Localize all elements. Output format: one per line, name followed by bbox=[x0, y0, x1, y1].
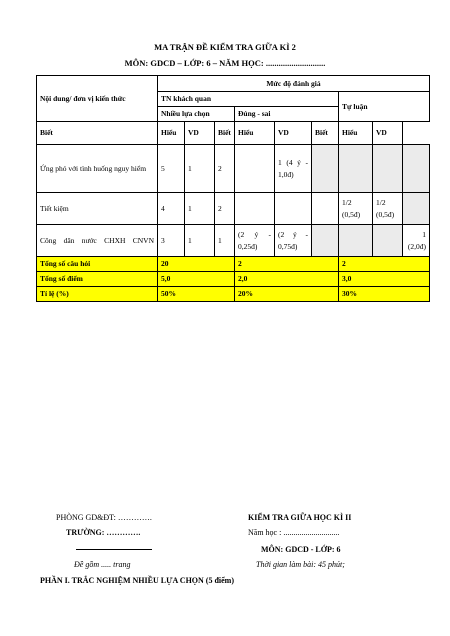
cell bbox=[235, 145, 275, 193]
cell bbox=[312, 225, 339, 257]
cell: 3 bbox=[158, 225, 185, 257]
part1-heading: PHẦN I. TRẮC NGHIỆM NHIỀU LỰA CHỌN (5 điểm) bbox=[40, 576, 235, 585]
level-hieu: Hiểu bbox=[339, 122, 373, 145]
header-true-false: Đúng - sai bbox=[235, 107, 339, 122]
total-value: 20 bbox=[158, 257, 235, 272]
level-hieu: Hiểu bbox=[158, 122, 185, 145]
header-tn: TN khách quan bbox=[158, 92, 339, 107]
table-row bbox=[37, 287, 430, 302]
total-value: 30% bbox=[339, 287, 430, 302]
dept-label: PHÒNG GD&ĐT: …………. bbox=[56, 513, 152, 522]
cell: 1/2 (0,5đ) bbox=[339, 193, 373, 225]
table-row bbox=[37, 272, 430, 287]
cell: (2 ý - 0,25đ) bbox=[235, 225, 275, 257]
subject-label: MÔN: GDCD - LỚP: 6 bbox=[261, 545, 341, 554]
cell: 1 (2,0đ) bbox=[403, 225, 430, 257]
total-value: 2 bbox=[339, 257, 430, 272]
cell: 1 bbox=[185, 145, 215, 193]
cell: 4 bbox=[158, 193, 185, 225]
cell: 1 bbox=[185, 225, 215, 257]
page-count: Đề gồm ..... trang bbox=[74, 560, 131, 569]
divider bbox=[76, 549, 152, 550]
cell bbox=[339, 225, 373, 257]
exam-title: KIỂM TRA GIỮA HỌC KÌ II bbox=[248, 513, 352, 522]
total-label: Tổng số câu hỏi bbox=[37, 257, 158, 272]
table-row bbox=[37, 145, 430, 193]
table-row bbox=[37, 257, 430, 272]
cell: 2 bbox=[215, 145, 235, 193]
total-label: Tỉ lệ (%) bbox=[37, 287, 158, 302]
cell: 1/2 (0,5đ) bbox=[373, 193, 403, 225]
header-level: Mức độ đánh giá bbox=[158, 76, 430, 92]
matrix-subtitle: MÔN: GDCD – LỚP: 6 – NĂM HỌC: ............................ bbox=[124, 58, 326, 68]
total-value: 3,0 bbox=[339, 272, 430, 287]
cell bbox=[312, 145, 339, 193]
total-label: Tổng số điểm bbox=[37, 272, 158, 287]
level-vd: VD bbox=[185, 122, 215, 145]
header-multiple-choice: Nhiều lựa chọn bbox=[158, 107, 235, 122]
total-value: 20% bbox=[235, 287, 339, 302]
row-topic: Tiết kiệm bbox=[37, 193, 158, 225]
cell bbox=[312, 193, 339, 225]
cell bbox=[373, 145, 403, 193]
total-value: 2 bbox=[235, 257, 339, 272]
level-vd: VD bbox=[373, 122, 403, 145]
row-topic: Ứng phó với tình huống nguy hiểm bbox=[37, 145, 158, 193]
row-topic: Công dân nước CHXH CNVN bbox=[37, 225, 158, 257]
total-value: 5,0 bbox=[158, 272, 235, 287]
table-row bbox=[37, 193, 430, 225]
table-row bbox=[37, 225, 430, 257]
cell: (2 ý - 0,75đ) bbox=[275, 225, 312, 257]
cell bbox=[339, 145, 373, 193]
cell: 1 (4 ý - 1,0đ) bbox=[275, 145, 312, 193]
matrix-title: MA TRẬN ĐỀ KIỂM TRA GIỮA KÌ 2 bbox=[154, 42, 296, 52]
level-biet: Biết bbox=[37, 122, 158, 145]
school-year: Năm học : ............................ bbox=[248, 528, 340, 537]
time-label: Thời gian làm bài: 45 phút; bbox=[256, 560, 345, 569]
assessment-matrix-table bbox=[36, 75, 430, 302]
cell bbox=[373, 225, 403, 257]
cell bbox=[403, 145, 430, 193]
cell bbox=[275, 193, 312, 225]
level-hieu: Hiểu bbox=[235, 122, 275, 145]
cell: 2 bbox=[215, 193, 235, 225]
cell bbox=[403, 193, 430, 225]
school-label: TRƯỜNG: …………. bbox=[66, 528, 141, 537]
cell bbox=[235, 193, 275, 225]
total-value: 50% bbox=[158, 287, 235, 302]
header-essay: Tự luận bbox=[339, 92, 430, 122]
total-value: 2,0 bbox=[235, 272, 339, 287]
level-biet: Biết bbox=[215, 122, 235, 145]
header-content: Nội dung/ đơn vị kiến thức bbox=[37, 76, 158, 122]
cell: 5 bbox=[158, 145, 185, 193]
cell: 1 bbox=[185, 193, 215, 225]
cell: 1 bbox=[215, 225, 235, 257]
level-biet: Biết bbox=[312, 122, 339, 145]
level-vd: VD bbox=[275, 122, 312, 145]
